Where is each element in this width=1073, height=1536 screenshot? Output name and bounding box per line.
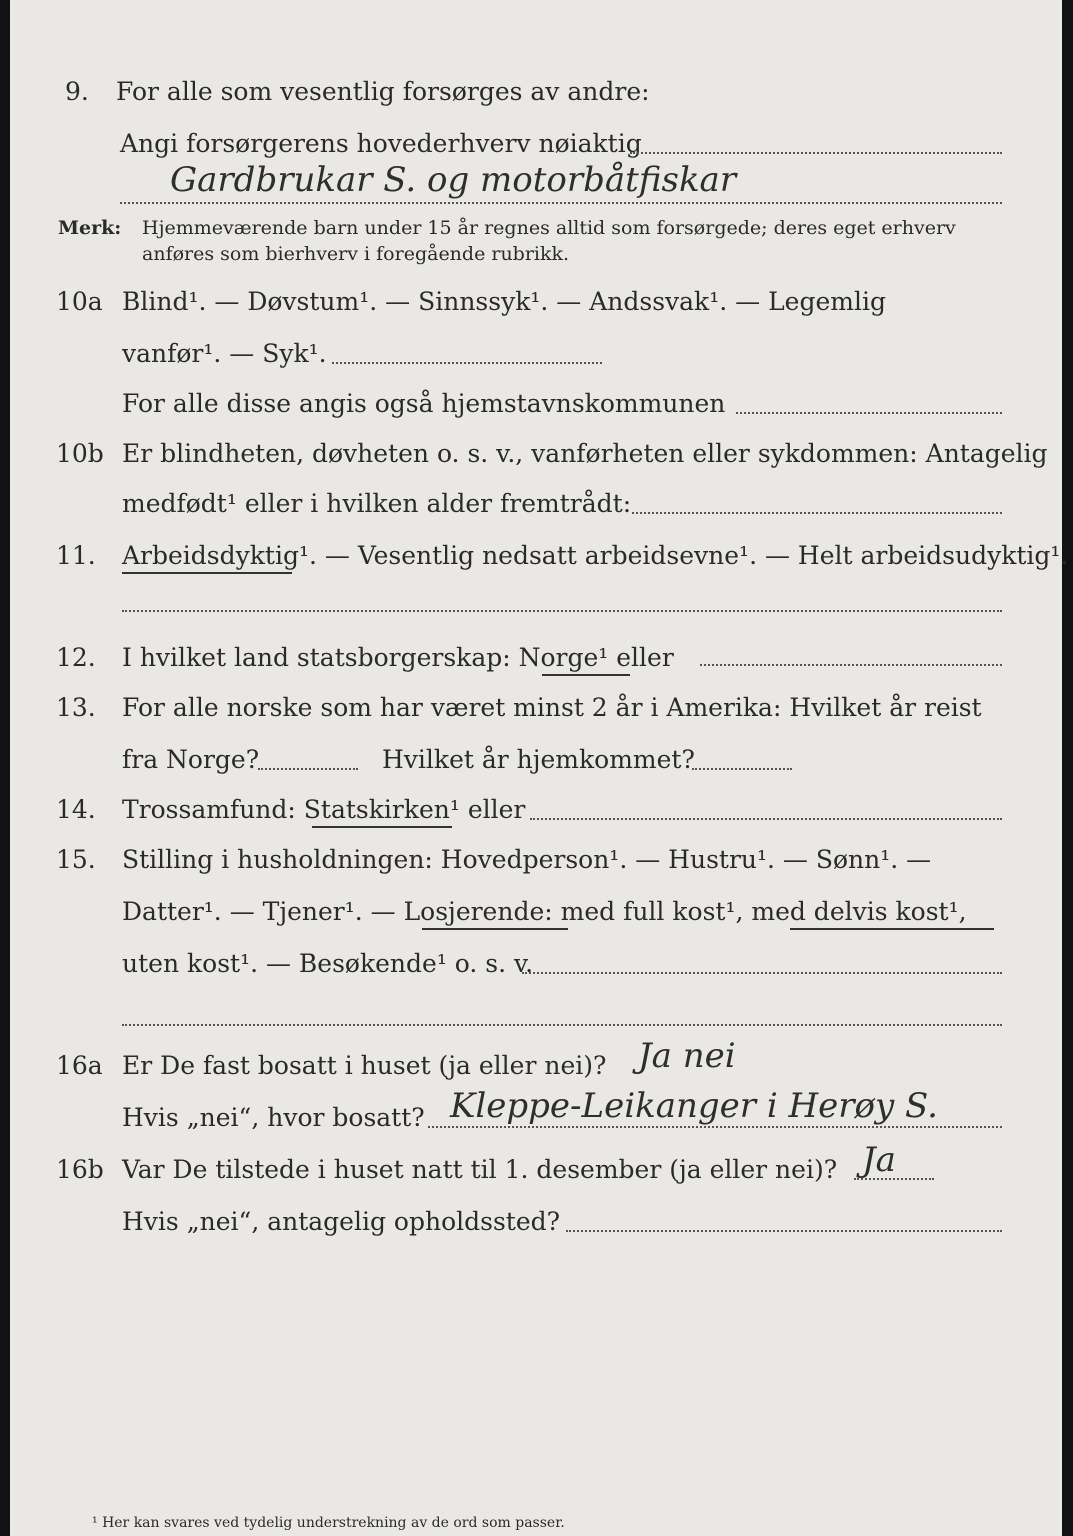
- answer-line: [736, 412, 1002, 414]
- handwritten-underline: [312, 826, 452, 828]
- item-12-number: 12.: [56, 643, 96, 672]
- answer-line: [700, 664, 1002, 666]
- item-14-line-1: Trossamfund: Statskirken¹ eller: [122, 795, 526, 824]
- item-15-number: 15.: [56, 845, 96, 874]
- handwritten-answer: Gardbrukar S. og motorbåtfiskar: [170, 160, 737, 200]
- answer-line: [120, 202, 1002, 204]
- item-13-number: 13.: [56, 693, 96, 722]
- item-10a-number: 10a: [56, 287, 103, 316]
- item-13-line-2a: fra Norge?: [122, 745, 260, 774]
- footnote: ¹ Her kan svares ved tydelig understrekning av de ord som passer.: [92, 1515, 565, 1531]
- item-16b-line-2: Hvis „nei“, antagelig opholdssted?: [122, 1207, 561, 1236]
- item-10a-line-1: Blind¹. — Døvstum¹. — Sinnssyk¹. — Andssvak¹. — Legemlig: [122, 287, 886, 316]
- item-12-line-1: I hvilket land statsborgerskap: Norge¹ eller: [122, 643, 674, 672]
- answer-line: [692, 768, 792, 770]
- answer-line: [522, 972, 1002, 974]
- answer-line: [428, 1126, 1002, 1128]
- item-13-line-2b: Hvilket år hjemkommet?: [382, 745, 695, 774]
- handwritten-answer: Ja: [862, 1140, 896, 1180]
- census-form-page: [10, 0, 1069, 1536]
- item-15-line-2: Datter¹. — Tjener¹. — Losjerende: med full kost¹, med delvis kost¹,: [122, 897, 967, 926]
- answer-line: [258, 768, 358, 770]
- item-9-line: Angi forsørgerens hovederhverv nøiaktig: [120, 129, 642, 158]
- item-15-line-1: Stilling i husholdningen: Hovedperson¹. — Hustru¹. — Sønn¹. —: [122, 845, 932, 874]
- handwritten-answer: Kleppe-Leikanger i Herøy S.: [450, 1086, 938, 1126]
- item-11-line-1: Arbeidsdyktig¹. — Vesentlig nedsatt arbeidsevne¹. — Helt arbeidsudyktig¹.: [122, 541, 1069, 570]
- item-14-number: 14.: [56, 795, 96, 824]
- answer-line: [632, 512, 1002, 514]
- item-16a-line-1: Er De fast bosatt i huset (ja eller nei)?: [122, 1051, 607, 1080]
- note-line-2: anføres som bierhverv i foregående rubrikk.: [142, 243, 570, 265]
- handwritten-underline: [790, 928, 994, 930]
- item-9-title: For alle som vesentlig forsørges av andre:: [116, 77, 650, 106]
- item-16a-number: 16a: [56, 1051, 103, 1080]
- answer-line: [122, 610, 1002, 612]
- answer-line: [566, 1230, 1002, 1232]
- item-10a-line-2: vanfør¹. — Syk¹.: [122, 339, 327, 368]
- item-10b-number: 10b: [56, 439, 104, 468]
- item-13-line-1: For alle norske som har været minst 2 år i Amerika: Hvilket år reist: [122, 693, 982, 722]
- item-16b-number: 16b: [56, 1155, 104, 1184]
- answer-line: [530, 818, 1002, 820]
- handwritten-underline: [122, 572, 292, 574]
- item-10b-line-2: medfødt¹ eller i hvilken alder fremtrådt:: [122, 489, 632, 518]
- handwritten-underline: [422, 928, 568, 930]
- item-15-line-3: uten kost¹. — Besøkende¹ o. s. v.: [122, 949, 534, 978]
- answer-line: [630, 152, 1002, 154]
- item-10a-line-3: For alle disse angis også hjemstavnskommunen: [122, 389, 726, 418]
- item-16a-line-2: Hvis „nei“, hvor bosatt?: [122, 1103, 425, 1132]
- handwritten-underline: [542, 674, 630, 676]
- note-line-1: Hjemmeværende barn under 15 år regnes alltid som forsørgede; deres eget erhverv: [142, 217, 956, 239]
- answer-line: [332, 362, 602, 364]
- handwritten-answer: Ja nei: [638, 1036, 736, 1076]
- item-9-number: 9.: [65, 77, 89, 106]
- item-16b-line-1: Var De tilstede i huset natt til 1. desember (ja eller nei)?: [122, 1155, 838, 1184]
- answer-line: [122, 1024, 1002, 1026]
- item-10b-line-1: Er blindheten, døvheten o. s. v., vanførheten eller sykdommen: Antagelig: [122, 439, 1048, 468]
- note-label: Merk:: [58, 217, 122, 239]
- item-11-number: 11.: [56, 541, 96, 570]
